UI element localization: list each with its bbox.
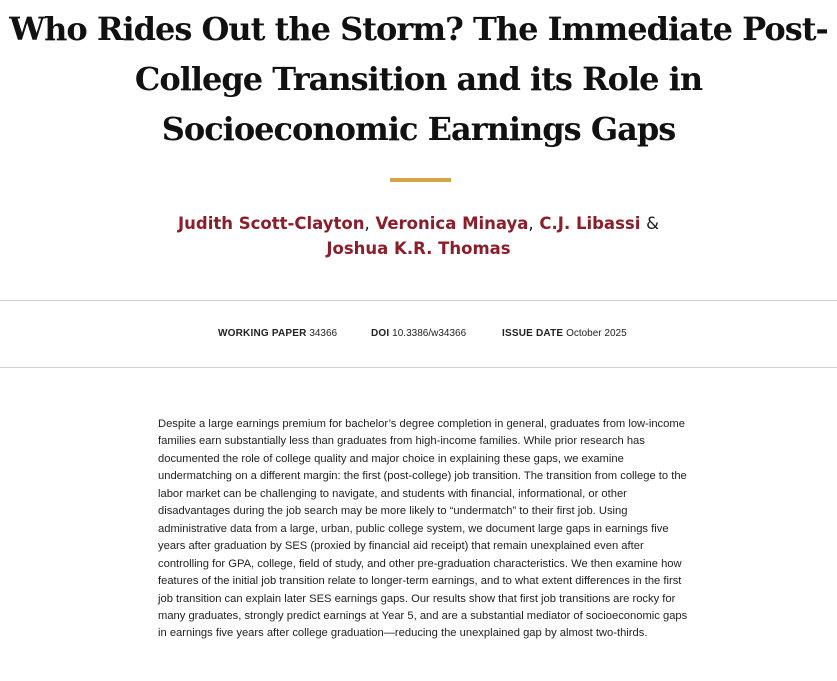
- paper-metadata-bar: [0, 300, 837, 368]
- title-line-2: College Transition and its Role in: [134, 60, 703, 98]
- doi-value[interactable]: 10.3386/w34366: [392, 328, 467, 339]
- author-link-libassi[interactable]: C.J. Libassi: [539, 214, 641, 233]
- working-paper-number: [218, 327, 337, 341]
- author-link-minaya[interactable]: Veronica Minaya: [375, 214, 529, 233]
- page-title: [0, 4, 837, 154]
- working-paper-value: 34366: [309, 328, 338, 339]
- author-separator: ,: [364, 214, 370, 233]
- abstract-text: Despite a large earnings premium for bachelor’s degree completion in general, graduates from low-income families earn substantially less than graduates from high-income families. While prior research has documented the role of college quality and major choice in explaining these gaps, we examine undermatching on a different margin: the first (post-college) job transition. The transition from college to the labor market can be challenging to navigate, and students with financial, informational, or other disadvantages during the job search may be more likely to “undermatch” to their first job. Using administrative data from a large, urban, public college system, we document large gaps in earnings five years after graduation by SES (proxied by financial aid receipt) that remain unexplained even after controlling for GPA, college, field of study, and other pre-graduation characteristics. We then examine how features of the initial job transition relate to longer-term earnings, and to what extent differences in the first job transition can explain later SES earnings gaps. Our results show that first job transitions are rocky for many graduates, strongly predict earnings at Year 5, and are a substantial mediator of socioeconomic gaps in earnings five years after college graduation—reducing the unexplained gap by almost two-thirds.: [158, 418, 688, 640]
- author-link-scott-clayton[interactable]: Judith Scott-Clayton: [178, 214, 365, 233]
- issue-date-label: ISSUE DATE: [502, 328, 564, 339]
- author-row-2: [0, 236, 837, 261]
- issue-date: [502, 327, 627, 341]
- working-paper-label: WORKING PAPER: [218, 328, 307, 339]
- author-separator: ,: [528, 214, 534, 233]
- author-ampersand: &: [646, 214, 659, 233]
- issue-date-value: October 2025: [566, 328, 627, 339]
- title-line-3: Socioeconomic Earnings Gaps: [161, 110, 676, 148]
- author-list: [0, 211, 837, 261]
- doi: [371, 327, 466, 341]
- accent-divider: [390, 178, 451, 182]
- author-row-1: [0, 211, 837, 236]
- doi-label: DOI: [371, 328, 390, 339]
- title-line-1: Who Rides Out the Storm? The Immediate Post-: [9, 10, 828, 48]
- author-link-thomas[interactable]: Joshua K.R. Thomas: [326, 239, 511, 258]
- title-block: [0, 4, 837, 154]
- abstract: [158, 416, 688, 643]
